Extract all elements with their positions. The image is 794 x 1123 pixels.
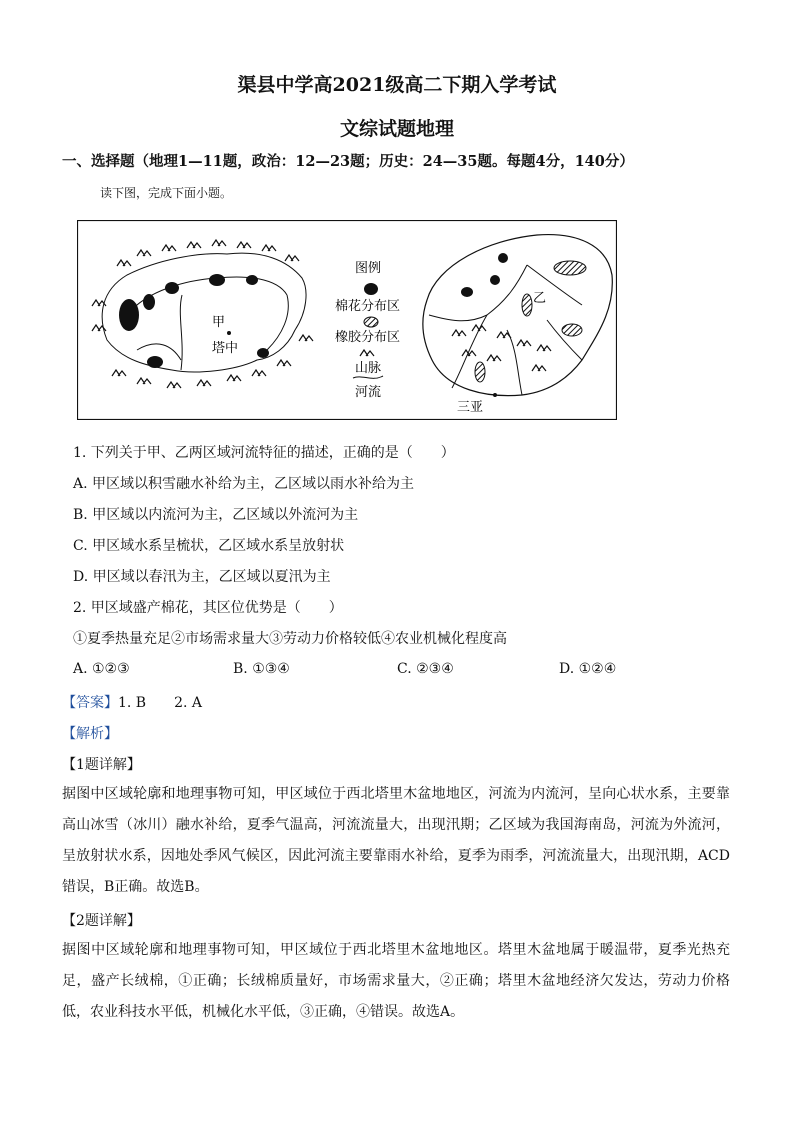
cotton-area <box>257 348 269 358</box>
detail2-text: 据图中区域轮廓和地理事物可知，甲区域位于西北塔里木盆地地区。塔里木盆地属于暖温带，夏季光热充足，盛产长绒棉，①正确；长绒棉质量好，市场需求量大，②正确；塔里木盆地经济欠发达，劳动力价格低，农业科技水平低，机械化水平低，③正确，④错误。故选A。 <box>62 942 730 1020</box>
map-frame <box>78 221 617 420</box>
q2-option-b: B. ①③④ <box>233 661 290 677</box>
detail1-label: 【1题详解】 <box>62 757 141 773</box>
cotton-area <box>147 356 163 368</box>
cotton-area <box>143 294 155 310</box>
cotton-area <box>246 275 258 285</box>
q1-option-a: A. 甲区域以积雪融水补给为主，乙区域以雨水补给为主 <box>73 476 415 492</box>
instruction: 读下图，完成下面小题。 <box>100 186 233 200</box>
title-line-1: 渠县中学高2021级高二下期入学考试 <box>237 74 557 96</box>
legend-mountain: 山脉 <box>355 361 382 376</box>
cotton-area <box>119 299 139 331</box>
legend-title: 图例 <box>355 261 382 276</box>
cotton-area <box>165 282 179 294</box>
legend-rubber: 橡胶分布区 <box>335 330 401 345</box>
map-label-jia: 甲 <box>212 315 226 330</box>
legend-cotton: 棉花分布区 <box>335 299 401 314</box>
rubber-area <box>475 362 485 382</box>
analysis-label: 【解析】 <box>62 726 118 742</box>
map-svg <box>77 220 617 420</box>
q1-option-d: D. 甲区域以春汛为主，乙区域以夏汛为主 <box>73 569 331 585</box>
q2-option-a: A. ①②③ <box>73 661 130 677</box>
map-label-tazhong: 塔中 <box>212 341 239 356</box>
map-label-sanya: 三亚 <box>457 400 484 415</box>
q1-stem: 1. 下列关于甲、乙两区域河流特征的描述，正确的是（ ） <box>73 445 455 461</box>
title-line-2: 文综试题地理 <box>339 118 454 140</box>
map-figure <box>77 220 617 420</box>
answer-line <box>62 692 202 712</box>
detail1-text: 据图中区域轮廓和地理事物可知，甲区域位于西北塔里木盆地地区，河流为内流河，呈向心状水系，主要靠高山冰雪（冰川）融水补给，夏季气温高，河流流量大，出现汛期；乙区域为我国海南岛，河流为外流河，呈放射状水系，因地处季风气候区，因此河流主要靠雨水补给，夏季为雨季，河流流量大，出现汛期，ACD错误，B正确。故选B。 <box>62 786 730 895</box>
q2-conditions: ①夏季热量充足②市场需求量大③劳动力价格较低④农业机械化程度高 <box>73 631 507 647</box>
rubber-area <box>562 324 582 336</box>
map-label-yi: 乙 <box>533 291 547 306</box>
q2-stem: 2. 甲区域盛产棉花，其区位优势是（ ） <box>73 600 343 616</box>
q2-option-d: D. ①②④ <box>559 661 617 677</box>
answer-label: 【答案】 <box>62 695 118 711</box>
section-heading: 一、选择题（地理1—11题，政治：12—23题；历史：24—35题。每题4分，140分） <box>62 153 634 170</box>
answer-values: 1. B 2. A <box>118 695 203 711</box>
cotton-area <box>209 274 225 286</box>
legend-river: 河流 <box>355 385 382 400</box>
q1-option-c: C. 甲区域水系呈梳状，乙区域水系呈放射状 <box>73 538 345 554</box>
q1-option-b: B. 甲区域以内流河为主，乙区域以外流河为主 <box>73 507 359 523</box>
q2-option-c: C. ②③④ <box>397 661 454 677</box>
detail2-label: 【2题详解】 <box>62 913 141 929</box>
rubber-area <box>522 294 532 316</box>
rubber-area <box>554 261 586 275</box>
